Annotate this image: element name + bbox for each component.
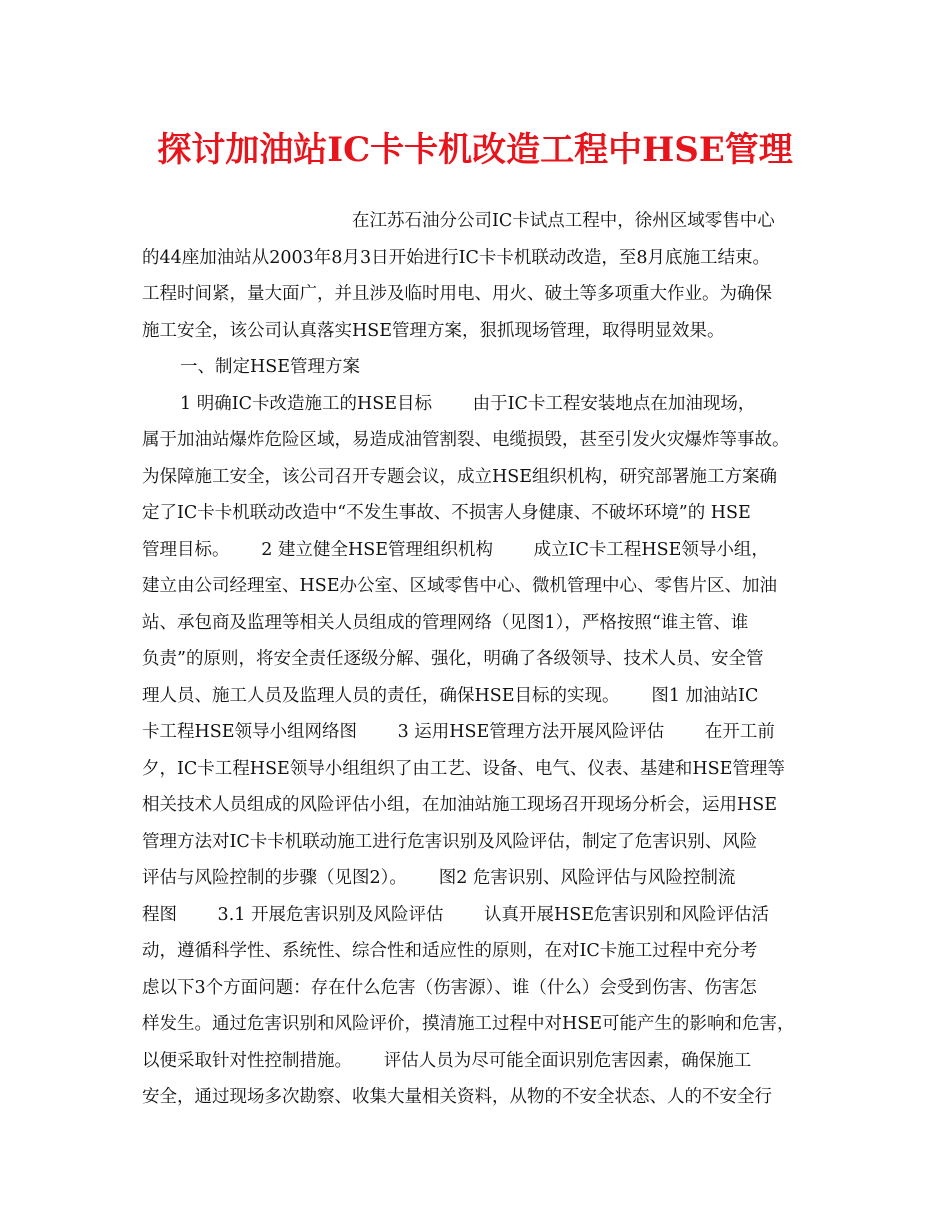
paragraph-line: 相关技术人员组成的风险评估小组，在加油站施工现场召开现场分析会，运用HSE — [142, 795, 778, 815]
paragraph-line: 建立由公司经理室、HSE办公室、区域零售中心、微机管理中心、零售片区、加油 — [142, 576, 778, 596]
paragraph-line: 样发生。通过危害识别和风险评价，摸清施工过程中对HSE可能产生的影响和危害， — [142, 1014, 795, 1034]
paragraph-line: 评估与风险控制的步骤（见图2）。 图2 危害识别、风险评估与风险控制流 — [142, 868, 736, 888]
paragraph-line: 夕，IC卡工程HSE领导小组组织了由工艺、设备、电气、仪表、基建和HSE管理等 — [142, 758, 785, 779]
document-title: 探讨加油站IC卡卡机改造工程中HSE管理 — [157, 130, 793, 170]
section-heading: 一、制定HSE管理方案 — [180, 357, 361, 377]
paragraph-line: 站、承包商及监理等相关人员组成的管理网络（见图1），严格按照“谁主管、谁 — [142, 612, 749, 633]
paragraph-line: 管理目标。 2 建立健全HSE管理组织机构 成立IC卡工程HSE领导小组， — [142, 539, 769, 560]
paragraph-line: 施工安全，该公司认真落实HSE管理方案，狠抓现场管理，取得明显效果。 — [142, 320, 725, 341]
paragraph-line: 属于加油站爆炸危险区域，易造成油管割裂、电缆损毁，甚至引发火灾爆炸等事故。 — [142, 430, 790, 450]
paragraph-line: 1 明确IC卡改造施工的HSE目标 由于IC卡工程安装地点在加油现场， — [180, 393, 756, 414]
paragraph-line: 在江苏石油分公司IC卡试点工程中，徐州区域零售中心 — [352, 211, 775, 231]
paragraph-line: 程图 3.1 开展危害识别及风险评估 认真开展HSE危害识别和风险评估活 — [142, 904, 770, 925]
document-body — [142, 203, 826, 1116]
paragraph-line: 虑以下3个方面问题：存在什么危害（伤害源）、谁（什么）会受到伤害、伤害怎 — [142, 977, 757, 998]
paragraph-line: 定了IC卡卡机联动改造中“不发生事故、不损害人身健康、不破坏环境”的 HSE — [142, 503, 751, 523]
paragraph-line: 以便采取针对性控制措施。 评估人员为尽可能全面识别危害因素，确保施工 — [142, 1050, 752, 1071]
paragraph-line: 工程时间紧，量大面广，并且涉及临时用电、用火、破土等多项重大作业。为确保 — [142, 284, 772, 304]
paragraph-line: 管理方法对IC卡卡机联动施工进行危害识别及风险评估，制定了危害识别、风险 — [142, 831, 758, 852]
paragraph-line: 卡工程HSE领导小组网络图 3 运用HSE管理方法开展风险评估 在开工前 — [142, 722, 775, 742]
paragraph-line: 安全，通过现场多次勘察、收集大量相关资料，从物的不安全状态、人的不安全行 — [142, 1087, 772, 1107]
paragraph-line: 的44座加油站从2003年8月3日开始进行IC卡卡机联动改造，至8月底施工结束。 — [142, 247, 771, 268]
paragraph-line: 为保障施工安全，该公司召开专题会议，成立HSE组织机构，研究部署施工方案确 — [142, 466, 778, 487]
paragraph-line: 负责”的原则，将安全责任逐级分解、强化，明确了各级领导、技术人员、安全管 — [142, 649, 764, 669]
paragraph-line: 动，遵循科学性、系统性、综合性和适应性的原则，在对IC卡施工过程中充分考 — [142, 941, 758, 961]
paragraph-line: 理人员、施工人员及监理人员的责任，确保HSE目标的实现。 图1 加油站IC — [142, 685, 759, 706]
